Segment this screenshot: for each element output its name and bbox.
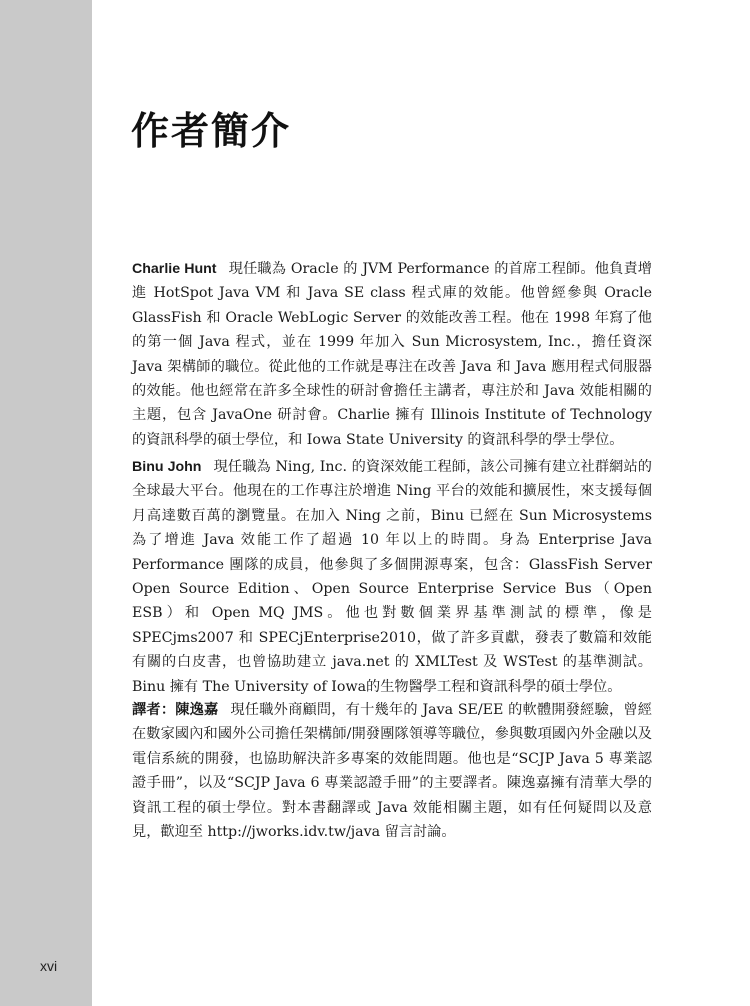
bio-name: Binu John xyxy=(132,459,202,475)
bio-binu-john xyxy=(132,455,652,699)
bio-translator xyxy=(132,698,652,844)
page-number: xvi xyxy=(40,958,58,974)
page-title: 作者簡介 xyxy=(131,109,292,153)
bio-text: 現任職外商顧問，有十幾年的 Java SE/EE 的軟體開發經驗，曾經在數家國內和國外公司擔任架構師/開發團隊領導等職位，參與數項國內外金融以及電信系統的開發，也協助解決許多專案的效能問題。他也是“SCJP Java 5 專業認證手冊”，以及“SCJP Java 6 專業認證手冊”的主要譯者。陳逸嘉擁有清華大學的資訊工程的碩士學位。對本書翻譯或 Java 效能相關主題，如有任何疑問以及意見，歡迎至 http://jworks.idv.tw/java 留言討論。 xyxy=(132,702,652,841)
bio-name: 譯者：陳逸嘉 xyxy=(132,702,219,718)
bio-charlie-hunt xyxy=(132,257,652,452)
bio-text: 現任職為 Ning, Inc. 的資深效能工程師，該公司擁有建立社群網站的全球最大平台。他現在的工作專注於增進 Ning 平台的效能和擴展性，來支援每個月高達數百萬的瀏覽量。在加入 Ning 之前，Binu 已經在 Sun Microsystems 為了增進 Java 效能工作了超過 10 年以上的時間。身為 Enterprise Java Performance 團隊的成員，他參與了多個開源專案，包含：GlassFish Server Open Source Edition、Open Source Enterprise Service Bus（Open ESB）和 Open MQ JMS。他也對數個業界基準測試的標準，像是 SPECjms2007 和 SPECjEnterprise2010，做了許多貢獻，發表了數篇和效能有關的白皮書，也曾協助建立 java.net 的 XMLTest 及 WSTest 的基準測試。Binu 擁有 The University of Iowa的生物醫學工程和資訊科學的碩士學位。 xyxy=(132,459,652,695)
bio-text: 現任職為 Oracle 的 JVM Performance 的首席工程師。他負責增進 HotSpot Java VM 和 Java SE class 程式庫的效能。他曾經參與 Oracle GlassFish 和 Oracle WebLogic Server 的效能改善工程。他在 1998 年寫了他的第一個 Java 程式，並在 1999 年加入 Sun Microsystem, Inc.，擔任資深 Java 架構師的職位。從此他的工作就是專注在改善 Java 和 Java 應用程式伺服器的效能。他也經常在許多全球性的研討會擔任主講者，專注於和 Java 效能相關的主題，包含 JavaOne 研討會。Charlie 擁有 Illinois Institute of Technology 的資訊科學的碩士學位，和 Iowa State University 的資訊科學的學士學位。 xyxy=(132,261,652,448)
bio-name: Charlie Hunt xyxy=(132,261,217,277)
side-margin-band xyxy=(0,0,92,1006)
